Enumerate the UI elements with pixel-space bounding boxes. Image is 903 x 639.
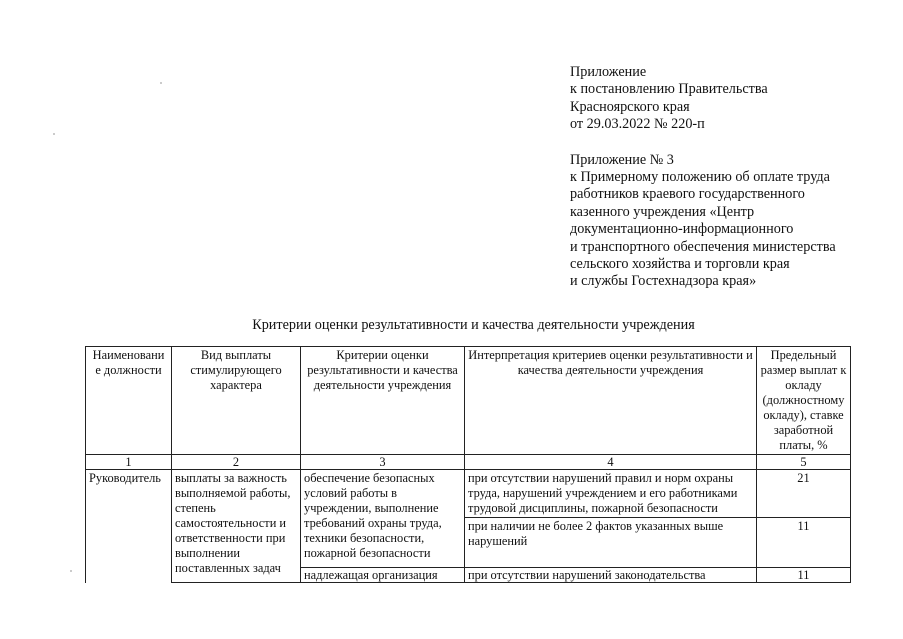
max-payment-cell: 11 [757,518,851,568]
header-max-payment: Предельный размер выплат к окладу (должностному окладу), ставке заработной платы, % [757,347,851,455]
document-title [0,317,903,334]
column-number: 4 [465,455,757,470]
appendix3-line: к Примерному положению об оплате труда [570,169,830,186]
interpretation-cell: при отсутствии нарушений правил и норм охраны труда, нарушений учреждением и его работниками трудовой дисциплины, пожарной безопасности [465,470,757,518]
table-row [86,470,851,518]
column-number: 2 [172,455,301,470]
appendix3-line: и транспортного обеспечения министерства [570,238,836,255]
header-payment-type: Вид выплаты стимулирующего характера [172,347,301,455]
appendix-line: к постановлению Правительства [570,81,768,98]
criteria-table [85,346,851,583]
column-number: 3 [301,455,465,470]
scan-speck [160,82,162,84]
appendix-date: от 29.03.2022 № 220-п [570,116,705,133]
payment-type-cell: выплаты за важность выполняемой работы, степень самостоятельности и ответственности при выполнении поставленных задач [172,470,301,583]
column-number: 5 [757,455,851,470]
criterion-cell: обеспечение безопасных условий работы в учреждении, выполнение требований охраны труда, техники безопасности, пожарной безопасности [301,470,465,568]
appendix3-line: документационно-информационного [570,221,794,238]
max-payment-cell: 21 [757,470,851,518]
appendix-line: Красноярского края [570,98,690,115]
appendix-header [570,64,890,291]
appendix3-title: Приложение № 3 [570,151,674,168]
column-number: 1 [86,455,172,470]
interpretation-cell: при отсутствии нарушений законодательства [465,568,757,583]
header-position: Наименовани е должности [86,347,172,455]
scan-speck [70,570,72,572]
max-payment-cell: 11 [757,568,851,583]
appendix3-line: и службы Гостехнадзора края» [570,273,757,290]
criterion-cell: надлежащая организация [301,568,465,583]
interpretation-cell: при наличии не более 2 фактов указанных выше нарушений [465,518,757,568]
position-cell: Руководитель [86,470,172,583]
table-header-row [86,347,851,455]
document-title-text: Критерии оценки результативности и качества деятельности учреждения [252,317,695,333]
scan-speck [53,133,55,135]
header-criteria: Критерии оценки результативности и качества деятельности учреждения [301,347,465,455]
appendix3-line: работников краевого государственного [570,186,805,203]
appendix3-line: сельского хозяйства и торговли края [570,256,790,273]
appendix3-line: казенного учреждения «Центр [570,203,755,220]
header-interpretation: Интерпретация критериев оценки результативности и качества деятельности учреждения [465,347,757,455]
appendix-line: Приложение [570,64,647,80]
table-number-row [86,455,851,470]
